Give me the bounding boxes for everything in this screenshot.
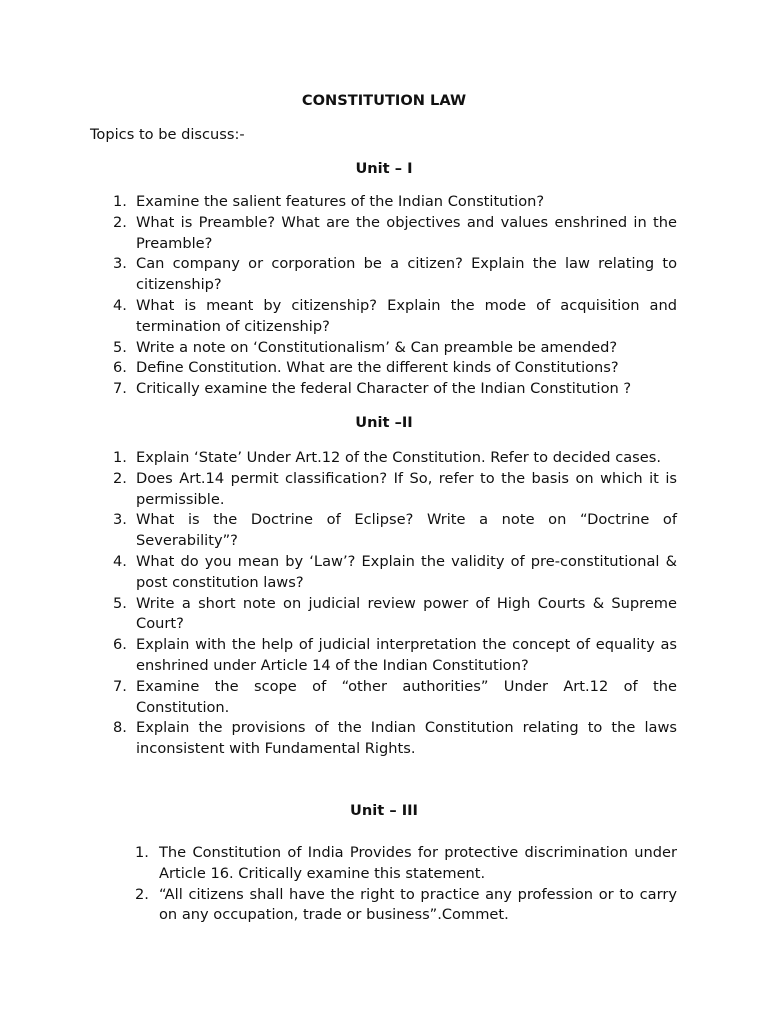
question-number: 5. bbox=[113, 594, 127, 612]
question-text: Can company or corporation be a citizen? Explain the law relating to citizenship? bbox=[136, 255, 677, 294]
question-item bbox=[113, 718, 677, 760]
question-number: 5. bbox=[113, 338, 127, 356]
question-text: “All citizens shall have the right to practice any profession or to carry on any occupation, trade or business”.Commet. bbox=[159, 885, 677, 924]
question-item bbox=[113, 677, 677, 719]
question-number: 1. bbox=[113, 193, 127, 210]
question-text: Critically examine the federal Character of the Indian Constitution ? bbox=[136, 380, 632, 398]
question-number: 6. bbox=[113, 359, 127, 377]
question-number: 1. bbox=[113, 449, 127, 466]
question-item bbox=[135, 843, 677, 885]
unit-2-heading: Unit –II bbox=[355, 414, 413, 431]
unit-3-heading: Unit – III bbox=[350, 802, 418, 819]
intro-text: Topics to be discuss:- bbox=[90, 126, 245, 143]
question-text: Define Constitution. What are the different kinds of Constitutions? bbox=[136, 359, 619, 377]
question-text: What is meant by citizenship? Explain the mode of acquisition and termination of citizenship? bbox=[136, 296, 677, 335]
document-title: CONSTITUTION LAW bbox=[301, 92, 467, 109]
question-number: 6. bbox=[113, 636, 127, 654]
question-text: Examine the scope of “other authorities” Under Art.12 of the Constitution. bbox=[136, 677, 677, 716]
question-number: 2. bbox=[113, 213, 127, 231]
question-item bbox=[113, 358, 677, 379]
question-item bbox=[113, 635, 677, 677]
question-item bbox=[113, 469, 677, 511]
question-number: 7. bbox=[113, 380, 127, 398]
question-number: 2. bbox=[135, 885, 149, 903]
question-text: Write a note on ‘Constitutionalism’ & Can preamble be amended? bbox=[136, 338, 618, 356]
question-text: What do you mean by ‘Law’? Explain the validity of pre-constitutional & post constitution laws? bbox=[136, 552, 677, 591]
question-number: 4. bbox=[113, 296, 127, 314]
question-text: Explain the provisions of the Indian Constitution relating to the laws inconsistent with Fundamental Rights. bbox=[136, 719, 677, 758]
question-number: 3. bbox=[113, 255, 127, 273]
question-number: 1. bbox=[135, 844, 149, 861]
question-number: 3. bbox=[113, 511, 127, 529]
question-item bbox=[113, 552, 677, 594]
question-item bbox=[113, 448, 677, 469]
unit-2-question-list bbox=[113, 448, 677, 760]
question-number: 2. bbox=[113, 469, 127, 487]
question-item bbox=[135, 885, 677, 927]
question-item bbox=[113, 254, 677, 296]
question-number: 8. bbox=[113, 719, 127, 737]
question-text: Does Art.14 permit classification? If So, refer to the basis on which it is permissible. bbox=[136, 469, 677, 508]
question-text: What is the Doctrine of Eclipse? Write a note on “Doctrine of Severability”? bbox=[136, 511, 677, 550]
unit-1-question-list bbox=[113, 192, 677, 400]
question-item bbox=[113, 338, 677, 359]
question-item bbox=[113, 594, 677, 636]
question-text: The Constitution of India Provides for protective discrimination under Article 16. Critically examine this statement. bbox=[159, 844, 677, 882]
question-number: 7. bbox=[113, 677, 127, 695]
question-text: Examine the salient features of the Indian Constitution? bbox=[136, 193, 545, 210]
question-text: Write a short note on judicial review power of High Courts & Supreme Court? bbox=[136, 594, 677, 633]
unit-1-heading: Unit – I bbox=[355, 160, 413, 177]
question-item bbox=[113, 296, 677, 338]
question-item bbox=[113, 379, 677, 400]
question-item bbox=[113, 213, 677, 255]
question-text: Explain ‘State’ Under Art.12 of the Constitution. Refer to decided cases. bbox=[136, 449, 661, 466]
question-text: What is Preamble? What are the objectives and values enshrined in the Preamble? bbox=[136, 213, 677, 252]
question-item bbox=[113, 192, 677, 213]
question-item bbox=[113, 510, 677, 552]
question-number: 4. bbox=[113, 552, 127, 570]
unit-3-question-list bbox=[135, 843, 677, 926]
question-text: Explain with the help of judicial interpretation the concept of equality as enshrined under Article 14 of the Indian Constitution? bbox=[136, 636, 677, 674]
